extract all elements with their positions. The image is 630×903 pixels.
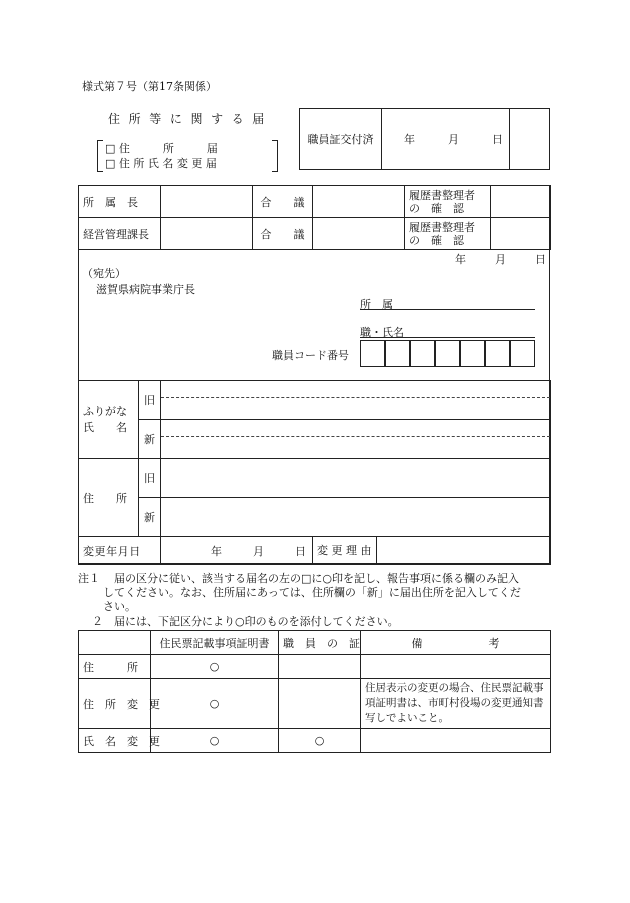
mgmt-section-head-seal[interactable] (161, 218, 253, 250)
staff-code-digit-box[interactable] (485, 340, 510, 367)
approval-table (78, 185, 551, 250)
position-name-label: 職・氏名 (360, 326, 404, 339)
affiliation-label: 所 属 (360, 298, 393, 311)
id-issued-date[interactable]: 年 月 日 (382, 109, 510, 170)
position-name-line[interactable] (360, 337, 535, 338)
option-address[interactable]: □ 住 所 届 (105, 142, 218, 155)
note2-number: ２ (92, 615, 103, 628)
attach-header-blank (79, 631, 151, 655)
filing-date[interactable]: 年 月 日 (455, 253, 546, 266)
attach-row-namechange-resident: ○ (151, 729, 279, 753)
staff-code-digit-box[interactable] (360, 340, 385, 367)
attach-row-address-staff (279, 655, 361, 679)
record-keeper-label-1: 履歴書整理者 の 確 認 (405, 186, 491, 218)
attachments-table (78, 630, 551, 753)
dept-head-label: 所 属 長 (79, 186, 161, 218)
attach-row-addresschange-resident: ○ (151, 679, 279, 729)
name-label: ふりがな 氏 名 (79, 381, 139, 459)
form-title: 住 所 等 に 関 す る 届 (108, 112, 267, 126)
addressee-label: （宛先） (82, 267, 126, 280)
address-new-field[interactable] (161, 498, 551, 537)
dept-head-seal[interactable] (161, 186, 253, 218)
attach-header-remarks: 備 考 (361, 631, 551, 655)
attach-row-namechange-label: 氏 名 変 更 (79, 729, 151, 753)
change-date-field[interactable]: 年 月 日 (161, 537, 313, 565)
address-label: 住 所 (79, 459, 139, 537)
addressee-name: 滋賀県病院事業庁長 (96, 283, 195, 296)
attach-row-address-resident: ○ (151, 655, 279, 679)
name-old-label: 旧 (139, 381, 161, 420)
record-keeper-seal-2[interactable] (491, 218, 551, 250)
staff-code-label: 職員コード番号 (272, 349, 349, 362)
staff-code-digit-box[interactable] (510, 340, 535, 367)
address-old-field[interactable] (161, 459, 551, 498)
attach-row-addresschange-note: 住居表示の変更の場合、住民票記載事項証明書は、市町村役場の変更通知書写しでよいこと。 (361, 679, 551, 729)
option-address-name-change[interactable]: □ 住 所 氏 名 変 更 届 (105, 157, 217, 170)
left-bracket (97, 140, 103, 172)
consult-seal-1[interactable] (313, 186, 405, 218)
address-old-label: 旧 (139, 459, 161, 498)
right-bracket (272, 140, 278, 172)
staff-code-digit-box[interactable] (385, 340, 410, 367)
staff-code-digit-box[interactable] (460, 340, 485, 367)
note2-text: 届には、下記区分により○印のものを添付してください。 (114, 615, 399, 628)
attach-row-address-label: 住 所 (79, 655, 151, 679)
attach-header-staff-id: 職 員 の 証 (279, 631, 361, 655)
name-new-field[interactable] (161, 420, 551, 459)
note1-line3: さい。 (103, 600, 136, 613)
note1-number: 注１ (78, 572, 100, 585)
address-new-label: 新 (139, 498, 161, 537)
consult-label-2: 合 議 (253, 218, 313, 250)
id-issued-blank[interactable] (510, 109, 550, 170)
attach-row-addresschange-label: 住 所 変 更 (79, 679, 151, 729)
record-keeper-label-2: 履歴書整理者 の 確 認 (405, 218, 491, 250)
form-number: 様式第７号（第17条関係） (82, 80, 217, 93)
attach-row-namechange-staff: ○ (279, 729, 361, 753)
note1-line1: 届の区分に従い、該当する届名の左の□に○印を記し、報告事項に係る欄のみ記入 (114, 572, 519, 585)
attach-row-addresschange-staff (279, 679, 361, 729)
attach-row-address-note (361, 655, 551, 679)
details-table (78, 380, 551, 565)
change-reason-label: 変 更 理 由 (313, 537, 377, 564)
attach-header-resident-cert: 住民票記載事項証明書 (151, 631, 279, 655)
id-issued-label: 職員証交付済 (300, 109, 382, 170)
id-issued-box (299, 108, 550, 170)
change-date-label: 変更年月日 (79, 537, 161, 565)
name-old-field[interactable] (161, 381, 551, 420)
staff-code-digit-box[interactable] (435, 340, 460, 367)
note1-line2: してください。なお、住所届にあっては、住所欄の「新」に届出住所を記入してくだ (103, 586, 521, 599)
change-reason-cell[interactable] (313, 537, 551, 565)
name-new-label: 新 (139, 420, 161, 459)
attach-row-namechange-note (361, 729, 551, 753)
consult-label-1: 合 議 (253, 186, 313, 218)
affiliation-line[interactable] (360, 309, 535, 310)
record-keeper-seal-1[interactable] (491, 186, 551, 218)
staff-code-digit-box[interactable] (410, 340, 435, 367)
mgmt-section-head-label: 経営管理課長 (79, 218, 161, 250)
consult-seal-2[interactable] (313, 218, 405, 250)
